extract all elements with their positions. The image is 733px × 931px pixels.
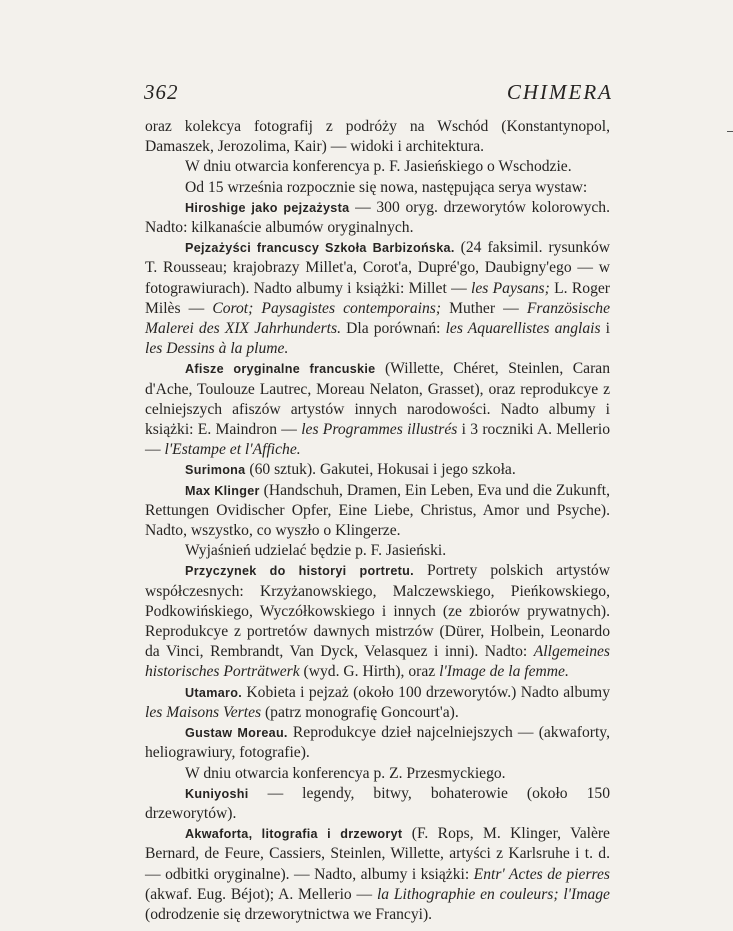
section-heading: Gustaw Moreau. <box>185 726 288 741</box>
text-run: (odrodzenie się drzeworytnictwa we Francyi). <box>145 905 433 923</box>
italic-title: Französische Malerei des XIX Jahrhunderts. <box>145 299 610 338</box>
paragraph-p7 <box>145 460 610 480</box>
italic-title: les Dessins à la plume. <box>145 340 289 358</box>
italic-title: les Paysans; <box>471 279 550 297</box>
text-run: oraz kolekcya fotografij z podróży na Wschód (Konstantynopol, Damaszek, Jerozolima, Kair) — widoki i architektura. <box>145 118 610 156</box>
section-heading: Kuniyoshi <box>185 786 249 801</box>
section-heading: Pejzażyści francuscy Szkoła Barbizońska. <box>185 241 455 256</box>
section-heading: Surimona <box>185 463 246 478</box>
text-run: (wyd. G. Hirth), oraz <box>299 663 440 681</box>
text-run: W dniu otwarcia konferencya p. Z. Przesmyckiego. <box>185 764 506 782</box>
text-run: — 300 oryg. drzeworytów kolorowych. Nadto: kilkanaście albumów oryginalnych. <box>145 198 611 237</box>
section-heading: Akwaforta, litografia i drzeworyt <box>185 827 403 842</box>
text-run: (F. Rops, M. Klinger, Valère Bernard, de Feure, Cassiers, Steinlen, Willette, artyści z Karlsruhe i t. d. — odbitki oryginalne). — Nadto, albumy i książki: <box>145 825 610 883</box>
text-run: (Handschuh, Dramen, Ein Leben, Eva und die Zukunft, Rettungen Ovidischer Opfer, Eine Liebe, Christus, Amor und Psyche). Nadto, wszystko, co wyszło o Klingerze. <box>145 481 610 540</box>
paragraph-p6 <box>145 359 610 460</box>
text-run: W dniu otwarcia konferencya p. F. Jasieńskiego o Wschodzie. <box>185 158 572 176</box>
text-run: i 3 roczniki A. Mellerio — <box>145 421 610 459</box>
italic-title: les Aquarellistes anglais <box>445 320 601 338</box>
italic-title: les Programmes illustrés <box>301 421 458 439</box>
text-run: Kobieta i pejzaż (około 100 drzeworytów.) Nadto albumy <box>242 683 610 701</box>
italic-title: les Maisons Vertes <box>145 703 262 721</box>
paragraph-p10 <box>145 561 610 682</box>
italic-title: Corot; Paysagistes contemporains; <box>212 299 442 317</box>
text-run: Dla porównań: <box>340 320 446 338</box>
section-heading: Utamaro. <box>185 685 242 700</box>
paragraph-p13 <box>145 764 610 784</box>
italic-title: Allgemeines historisches Porträtwerk <box>145 643 610 681</box>
text-run: (akwaf. Eug. Béjot); A. Mellerio — <box>145 885 377 903</box>
paragraph-p12 <box>145 723 610 763</box>
italic-title: l'Estampe et l'Affiche. <box>164 441 301 459</box>
text-run: Wyjaśnień udzielać będzie p. F. Jasieński. <box>185 542 447 560</box>
paragraph-p14 <box>145 784 610 824</box>
paragraph-p9 <box>145 541 610 561</box>
text-run: — legendy, bitwy, bohaterowie (około 150 drzeworytów). <box>145 784 610 822</box>
margin-mark <box>727 131 733 132</box>
text-run: L. Roger Milès — <box>145 279 610 317</box>
section-heading: Hiroshige jako pejzażysta <box>185 200 350 215</box>
text-run: Portrety polskich artystów współczesnych: Krzyżanowskiego, Malczewskiego, Pieńkowskiego, Podkowińskiego, Wyczółkowskiego i innych (ze zbiorów prywatnych). Reprodukcye z portretów dawnych mistrzów (Dürer, Holbein, Leonardo da Vinci, Rembrandt, Van Dyck, Velasquez i inni). Nadto: <box>145 562 610 661</box>
paragraph-p11 <box>145 683 610 723</box>
text-run: (Willette, Chéret, Steinlen, Caran d'Ache, Toulouze Lautrec, Moreau Nelaton, Grasset), oraz reprodukcye z celniejszych afiszów artystów innych narodowości. Nadto albumy i książki: E. Maindron — <box>145 360 610 439</box>
paragraph-p3 <box>145 178 610 198</box>
italic-title: l'Image de la femme. <box>439 663 569 681</box>
section-heading: Przyczynek do historyi portretu. <box>185 564 414 579</box>
text-run: Reprodukcye dzieł najcelniejszych — (akwaforty, heliograwiury, fotografie). <box>145 724 610 762</box>
paragraph-p5 <box>145 238 610 359</box>
italic-title: la Lithographie en couleurs; l'Image <box>376 885 610 903</box>
running-head: CHIMERA <box>506 80 613 104</box>
paragraph-p8 <box>145 481 610 542</box>
text-run: (24 faksimil. rysunków T. Rousseau; krajobrazy Millet'a, Corot'a, Dupré'go, Daubigny'ego — w fotograwiurach). Nadto albumy i książki: Millet — <box>145 239 611 297</box>
page-number: 362 <box>144 80 179 104</box>
text-run: Od 15 września rozpocznie się nowa, następująca serya wystaw: <box>185 178 588 196</box>
paragraph-p1 <box>145 117 610 157</box>
body-text <box>145 117 610 925</box>
text-run: Muther — <box>441 299 527 317</box>
paragraph-p15 <box>145 824 610 925</box>
section-heading: Afisze oryginalne francuskie <box>185 362 376 377</box>
paragraph-p4 <box>145 198 610 238</box>
section-heading: Max Klinger <box>185 483 260 498</box>
text-run: i <box>600 320 610 338</box>
paragraph-p2 <box>145 157 610 177</box>
text-run: (60 sztuk). Gakutei, Hokusai i jego szkoła. <box>245 461 516 479</box>
italic-title: Entr' Actes de pierres <box>473 865 610 883</box>
text-run: (patrz monografię Goncourt'a). <box>261 703 459 721</box>
